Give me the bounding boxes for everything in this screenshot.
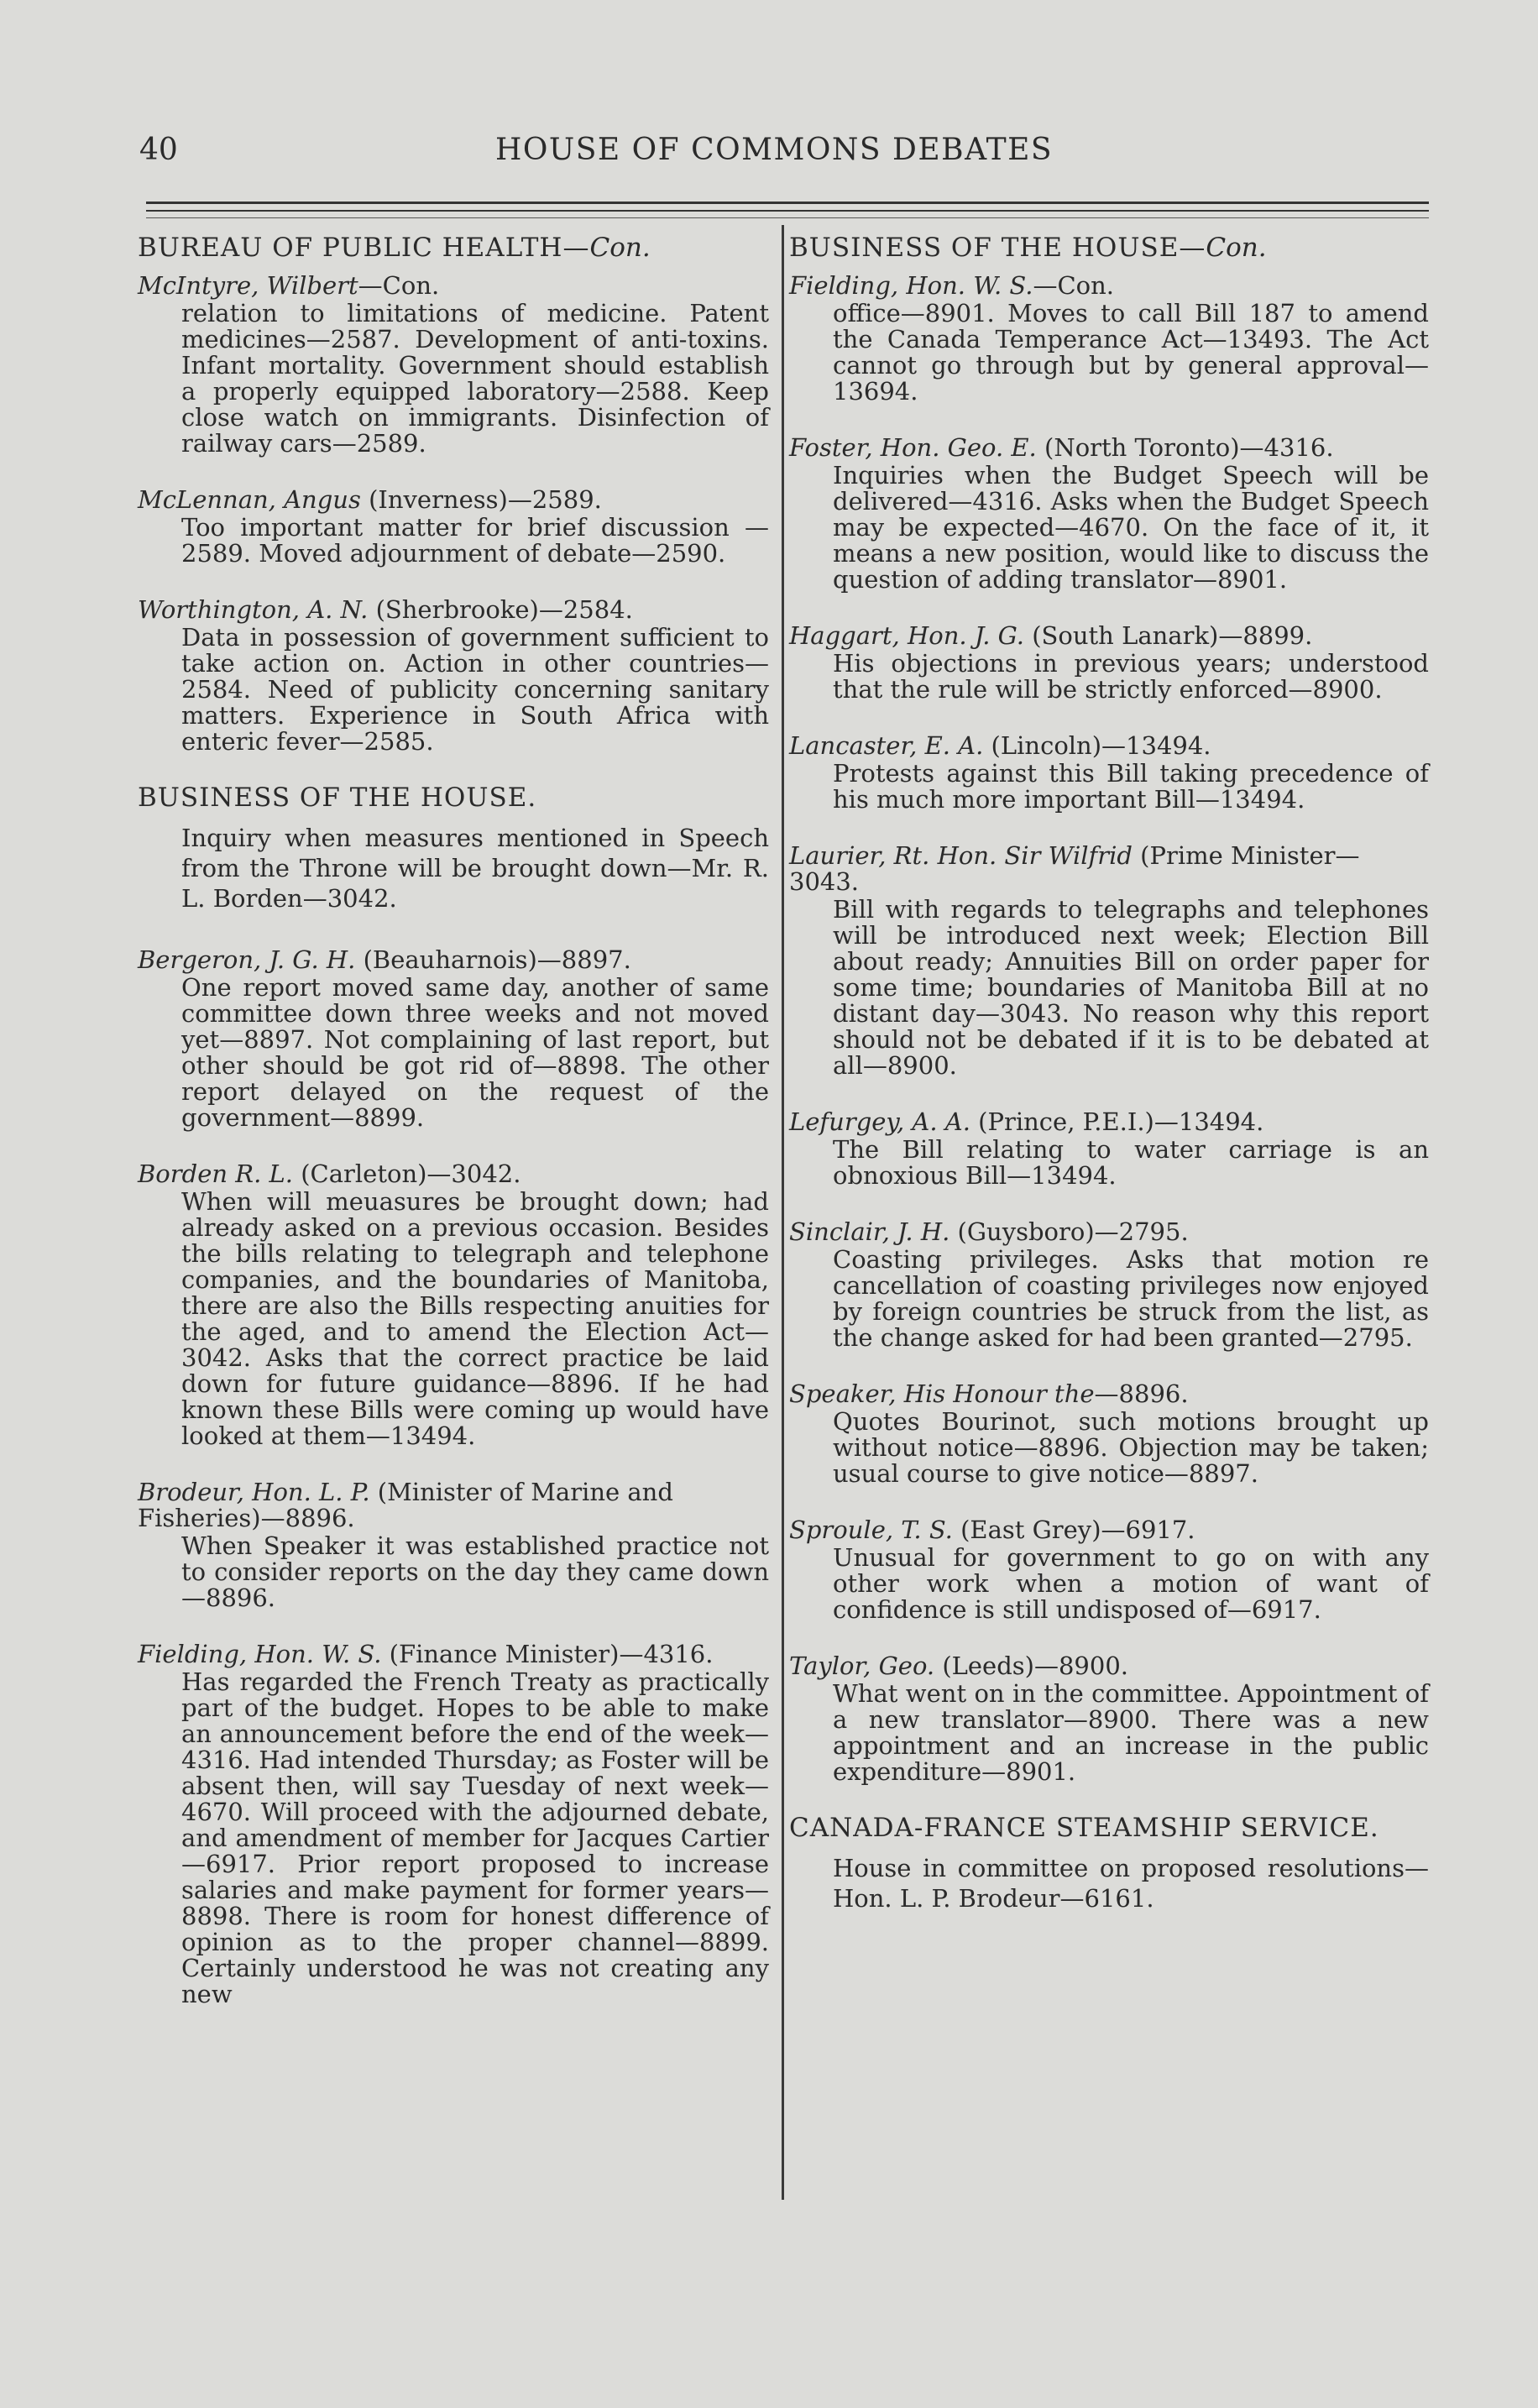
index-entry bbox=[138, 1479, 769, 1611]
entry-name: Haggart, Hon. J. G. (South Lanark)—8899. bbox=[789, 621, 1313, 650]
entry-body: Quotes Bourinot, such motions brought up without notice—8896. Objection may be taken; usual course to give notice—8897. bbox=[833, 1407, 1429, 1488]
index-entry bbox=[789, 1653, 1429, 1785]
index-entry bbox=[789, 435, 1429, 593]
left-column bbox=[138, 235, 769, 2038]
index-entry bbox=[789, 273, 1429, 405]
entry-body: relation to limitations of medicine. Patent medicines—2587. Development of anti-toxins. Infant mortality. Government should establish a properly equipped laboratory—2588. Keep close watch on immigrants. Disinfection of railway cars—2589. bbox=[181, 299, 769, 458]
entry-body: Bill with regards to telegraphs and telephones will be introduced next week; Election Bill about ready; Annuities Bill on order paper for some time; boundaries of Manitoba Bill at no distant day—3043. No reason why this report should not be debated if it is to be debated at all—8900. bbox=[833, 895, 1429, 1080]
entry-body: Inquiries when the Budget Speech will be delivered—4316. Asks when the Budget Speech may be expected—4670. On the face of it, it means a new position, would like to discuss the question of adding translator—8901. bbox=[833, 461, 1429, 594]
section-summary: House in committee on proposed resolutions—Hon. L. P. Brodeur—6161. bbox=[833, 1854, 1429, 1913]
entry-body: Too important matter for brief discussion —2589. Moved adjournment of debate—2590. bbox=[181, 513, 769, 568]
section-heading: BUSINESS OF THE HOUSE—Con. bbox=[789, 233, 1267, 263]
entry-name: Fielding, Hon. W. S.—Con. bbox=[789, 271, 1114, 300]
index-entry bbox=[138, 597, 769, 755]
entry-name: McLennan, Angus (Inverness)—2589. bbox=[138, 485, 602, 514]
entry-name: Taylor, Geo. (Leeds)—8900. bbox=[789, 1652, 1129, 1680]
entry-name: Brodeur, Hon. L. P. (Minister of Marine and Fisheries)—8896. bbox=[138, 1478, 673, 1532]
entry-body: office—8901. Moves to call Bill 187 to amend the Canada Temperance Act—13493. The Act cannot go through but by general approval—13694. bbox=[833, 299, 1429, 406]
section-heading: BUSINESS OF THE HOUSE. bbox=[138, 783, 537, 813]
entry-body: The Bill relating to water carriage is an obnoxious Bill—13494. bbox=[833, 1135, 1429, 1190]
entry-body: Data in possession of government sufficient to take action on. Action in other countries—2584. Need of publicity concerning sanitary matters. Experience in South Africa with enteric fever—2585. bbox=[181, 623, 769, 756]
entry-body: Protests against this Bill taking precedence of his much more important Bill—13494. bbox=[833, 759, 1429, 814]
entry-body: Coasting privileges. Asks that motion re cancellation of coasting privileges now enjoyed by foreign countries be struck from the list, as the change asked for had been granted—2795. bbox=[833, 1245, 1429, 1352]
index-entry bbox=[789, 733, 1429, 813]
section-heading: CANADA-FRANCE STEAMSHIP SERVICE. bbox=[789, 1813, 1379, 1843]
entry-name: Sproule, T. S. (East Grey)—6917. bbox=[789, 1515, 1195, 1544]
entry-body: One report moved same day, another of same committee down three weeks and not moved yet—8897. Not complaining of last report, but other should be got rid of—8898. The other report delayed on the request of the government—8899. bbox=[181, 973, 769, 1132]
index-entry bbox=[789, 1109, 1429, 1189]
entry-body: When will meuasures be brought down; had already asked on a previous occasion. Besides the bills relating to telegraph and telephone companies, and the boundaries of Manitoba, there are also the Bills respecting anuities for the aged, and to amend the Election Act—3042. Asks that the correct practice be laid down for future guidance—8896. If he had known these Bills were coming up would have looked at them—13494. bbox=[181, 1187, 769, 1450]
entry-name: Lefurgey, A. A. (Prince, P.E.I.)—13494. bbox=[789, 1107, 1264, 1136]
index-entry bbox=[789, 623, 1429, 703]
index-entry bbox=[789, 1219, 1429, 1351]
index-entry bbox=[138, 947, 769, 1131]
entry-name: Fielding, Hon. W. S. (Finance Minister)—4316. bbox=[138, 1640, 714, 1668]
section-heading: BUREAU OF PUBLIC HEALTH—Con. bbox=[138, 233, 651, 263]
entry-name: Speaker, His Honour the—8896. bbox=[789, 1379, 1189, 1408]
index-entry bbox=[138, 487, 769, 567]
index-entry bbox=[789, 1517, 1429, 1623]
entry-body: Unusual for government to go on with any other work when a motion of want of confidence is still undisposed of—6917. bbox=[833, 1543, 1429, 1624]
entry-name: Lancaster, E. A. (Lincoln)—13494. bbox=[789, 731, 1211, 760]
header-rule bbox=[146, 217, 1429, 218]
entry-name: Sinclair, J. H. (Guysboro)—2795. bbox=[789, 1217, 1189, 1246]
section-summary: Inquiry when measures mentioned in Speech from the Throne will be brought down—Mr. R. L. Borden—3042. bbox=[181, 824, 769, 913]
right-column bbox=[789, 235, 1429, 1947]
entry-body: What went on in the committee. Appointment of a new translator—8900. There was a new appointment and an increase in the public expenditure—8901. bbox=[833, 1679, 1429, 1786]
index-entry bbox=[789, 1381, 1429, 1487]
header-rule bbox=[146, 210, 1429, 212]
page-number: 40 bbox=[139, 133, 178, 167]
entry-body: Has regarded the French Treaty as practically part of the budget. Hopes to be able to make an announcement before the end of the week—4316. Had intended Thursday; as Foster will be absent then, will say Tuesday of next week—4670. Will proceed with the adjourned debate, and amendment of member for Jacques Cartier—6917. Prior report proposed to increase salaries and make payment for former years—8898. There is room for honest difference of opinion as to the proper channel—8899. Certainly understood he was not creating any new bbox=[181, 1667, 769, 2008]
header-rule bbox=[146, 202, 1429, 204]
index-entry bbox=[138, 273, 769, 457]
entry-name: Foster, Hon. Geo. E. (North Toronto)—4316. bbox=[789, 433, 1334, 462]
index-entry bbox=[138, 1161, 769, 1449]
column-divider bbox=[782, 225, 784, 2200]
entry-name: Borden R. L. (Carleton)—3042. bbox=[138, 1160, 521, 1188]
entry-name: Worthington, A. N. (Sherbrooke)—2584. bbox=[138, 595, 633, 624]
index-entry bbox=[138, 1641, 769, 2008]
entry-name: McIntyre, Wilbert—Con. bbox=[138, 271, 440, 300]
running-head: HOUSE OF COMMONS DEBATES bbox=[495, 133, 1054, 167]
entry-name: Bergeron, J. G. H. (Beauharnois)—8897. bbox=[138, 945, 631, 974]
entry-name: Laurier, Rt. Hon. Sir Wilfrid (Prime Minister—3043. bbox=[789, 841, 1360, 896]
entry-body: When Speaker it was established practice not to consider reports on the day they came down—8896. bbox=[181, 1531, 769, 1612]
entry-body: His objections in previous years; understood that the rule will be strictly enforced—8900. bbox=[833, 649, 1429, 704]
index-entry bbox=[789, 843, 1429, 1079]
